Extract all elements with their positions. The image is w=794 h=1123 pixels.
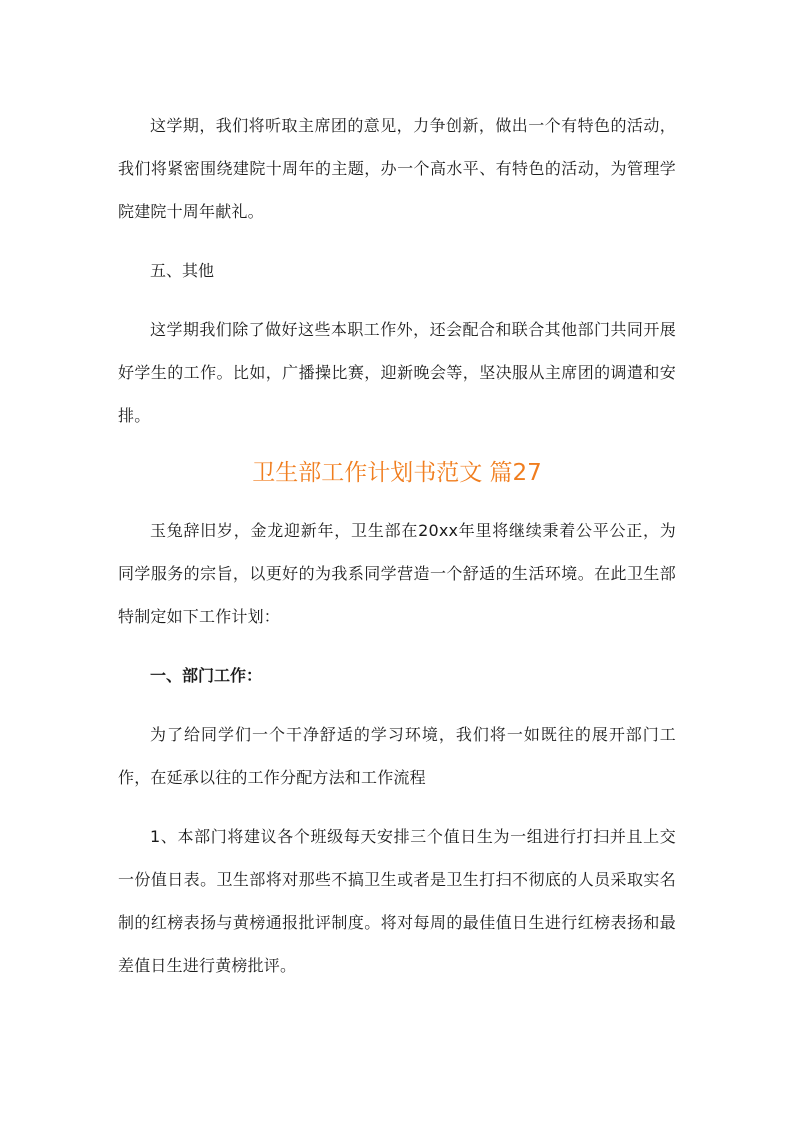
heading-department-work: 一、部门工作： [150,666,263,685]
spacer [118,638,676,654]
paragraph-intro: 玉兔辞旧岁，金龙迎新年，卫生部在20xx年里将继续秉着公平公正，为同学服务的宗旨，以更好的为我系同学营造一个舒适的生活环境。在此卫生部特制定如下工作计划： [118,521,676,626]
paragraph-duty-rule: 1、本部门将建议各个班级每天安排三个值日生为一组进行打扫并且上交一份值日表。卫生部将对那些不搞卫生或者是卫生打扫不彻底的人员采取实名制的红榜表扬与黄榜通报批评制度。将对每周的最佳值日生进行红榜表扬和最差值日生进行黄榜批评。 [118,827,676,975]
heading-others: 五、其他 [150,261,215,280]
spacer [118,799,676,815]
section-title: 卫生部工作计划书范文 篇27 [252,460,542,486]
spacer [118,233,676,249]
spacer [118,493,676,509]
spacer [118,437,676,453]
spacer [118,292,676,308]
paragraph-cooperation: 这学期我们除了做好这些本职工作外，还会配合和联合其他部门共同开展好学生的工作。比如，广播操比赛，迎新晚会等，坚决服从主席团的调遣和安排。 [118,320,676,425]
spacer [118,697,676,713]
paragraph-activity-plan: 这学期，我们将听取主席团的意见，力争创新，做出一个有特色的活动，我们将紧密围绕建院十周年的主题，办一个高水平、有特色的活动，为管理学院建院十周年献礼。 [118,116,676,221]
paragraph-department-goal: 为了给同学们一个干净舒适的学习环境，我们将一如既往的展开部门工作，在延承以往的工作分配方法和工作流程 [118,725,676,787]
